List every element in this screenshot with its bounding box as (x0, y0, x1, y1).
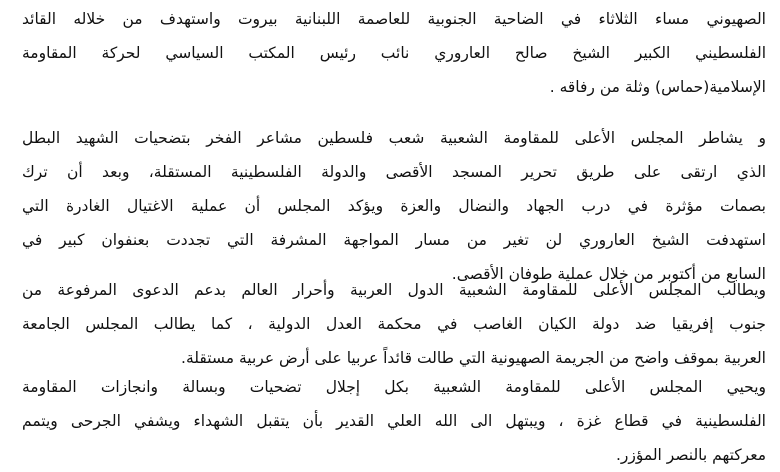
paragraph-council-salute (22, 370, 766, 472)
text-line: الإسلامية(حماس) وثلة من رفاقه . (549, 78, 766, 96)
text-line: العربية بموقف واضح من الجريمة الصهيونية التي طالت قائداً عربيا على أرض عربية مستقلة. (181, 349, 766, 367)
text-line: استهدفت الشيخ العاروري لن تغير من مسار المواجهة المشرفة التي تجددت بعنفوان كبير في (22, 231, 766, 249)
text-line: الذي ارتقى على طريق تحرير المسجد الأقصى والدولة الفلسطينية المستقلة، وبعد أن ترك (22, 163, 766, 181)
paragraph-council-pride (22, 121, 766, 291)
text-line: الفلسطيني الكبير الشيخ صالح العاروري نائب رئيس المكتب السياسي لحركة المقاومة (22, 44, 766, 62)
text-line: بصمات مؤثرة في درب الجهاد والنضال والعزة ويؤكد المجلس أن عملية الاغتيال الغادرة التي (22, 197, 766, 215)
text-line: معركتهم بالنصر المؤزر. (615, 446, 766, 464)
text-line: جنوب إفريقيا ضد دولة الكيان الغاصب في محكمة العدل الدولية ، كما يطالب المجلس الجامعة (22, 315, 766, 333)
paragraph-council-demands (22, 273, 766, 375)
text-line: ويطالب المجلس الأعلى للمقاومة الشعبية الدول العربية وأحرار العالم بدعم الدعوى المرفوعة من (22, 281, 766, 299)
text-line: ويحيي المجلس الأعلى للمقاومة الشعبية بكل إجلال تضحيات وبسالة وانجازات المقاومة (22, 378, 766, 396)
text-line: و يشاطر المجلس الأعلى للمقاومة الشعبية شعب فلسطين مشاعر الفخر بتضحيات الشهيد البطل (22, 129, 766, 147)
text-line: الفلسطينية في قطاع غزة ، ويبتهل الى الله العلي القدير بأن يتقبل الشهداء ويشفي الجرحى ويتمم (22, 412, 766, 430)
paragraph-assassination (22, 2, 766, 104)
text-line: الصهيوني مساء الثلاثاء في الضاحية الجنوبية للعاصمة اللبنانية بيروت واستهدف من خلاله القائد (22, 10, 766, 28)
text-line: السابع من أكتوبر من خلال عملية طوفان الأقصى. (451, 265, 766, 283)
